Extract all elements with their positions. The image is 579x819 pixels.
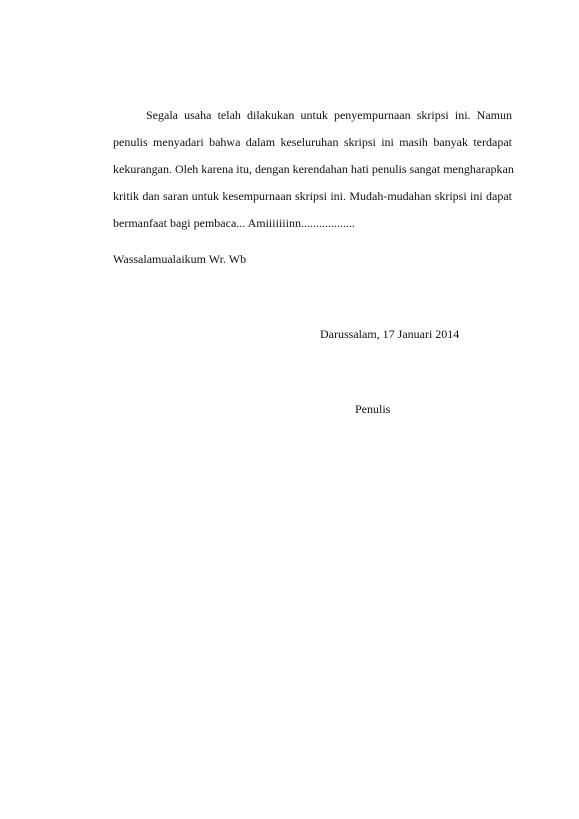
paragraph-line: kritik dan saran untuk kesempurnaan skripsi ini. Mudah-mudahan skripsi ini dapat — [113, 189, 512, 203]
paragraph-line: kekurangan. Oleh karena itu, dengan kerendahan hati penulis sangat mengharapkan — [113, 162, 514, 176]
body-paragraph — [113, 105, 512, 240]
paragraph-line: penulis menyadari bahwa dalam keseluruhan skripsi ini masih banyak terdapat — [113, 135, 512, 149]
paragraph-line: bermanfaat bagi pembaca... Amiiiiiiinn.................. — [113, 216, 355, 230]
paragraph-line: Segala usaha telah dilakukan untuk penyempurnaan skripsi ini. Namun — [146, 108, 512, 122]
place-and-date: Darussalam, 17 Januari 2014 — [320, 327, 460, 341]
closing-greeting: Wassalamualaikum Wr. Wb — [113, 252, 247, 266]
author-signature: Penulis — [355, 402, 391, 416]
